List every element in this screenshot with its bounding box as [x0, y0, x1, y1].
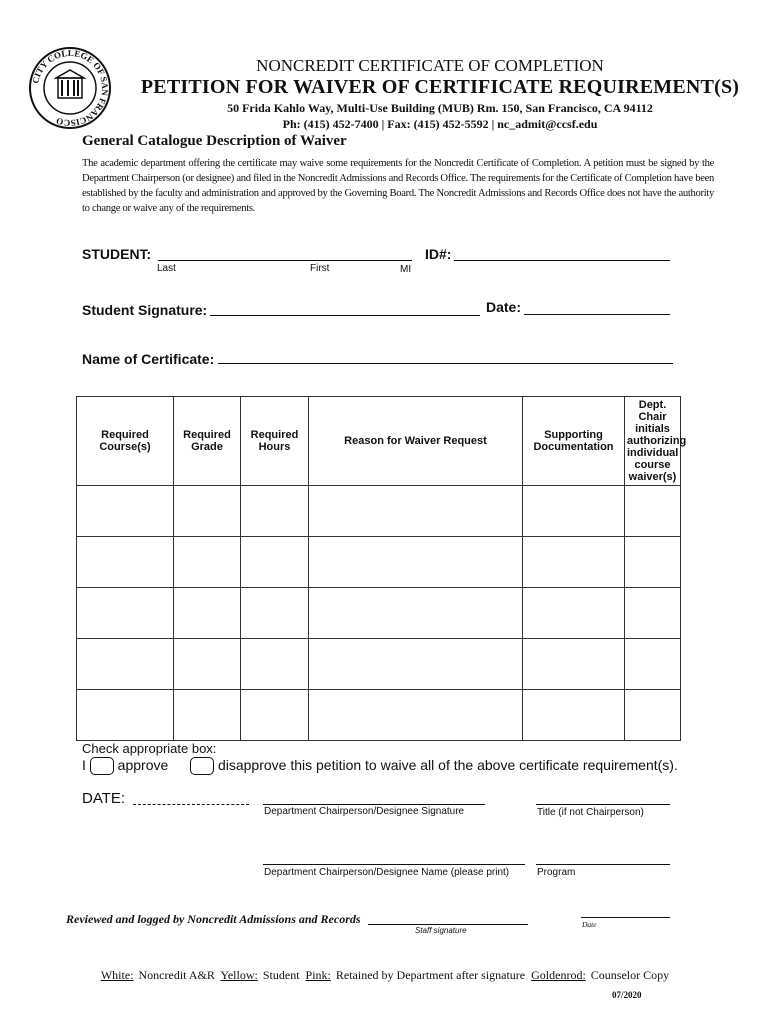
table-cell[interactable] — [77, 537, 174, 588]
approve-checkbox[interactable] — [90, 757, 114, 775]
table-cell[interactable] — [309, 588, 523, 639]
white-copy-text: Noncredit A&R — [138, 968, 215, 982]
col-header-reason: Reason for Waiver Request — [309, 397, 523, 486]
office-address: 50 Frida Kahlo Way, Multi-Use Building (MUB) Rm. 150, San Francisco, CA 94112 — [227, 101, 653, 115]
staff-signature-field[interactable] — [368, 924, 528, 925]
table-cell[interactable] — [174, 486, 241, 537]
student-signature-field[interactable] — [210, 315, 480, 316]
table-cell[interactable] — [625, 486, 681, 537]
disapprove-label: disapprove this petition to waive all of the above certificate requirement(s). — [217, 757, 678, 773]
chair-name-label: Department Chairperson/Designee Name (please print) — [264, 867, 510, 878]
table-cell[interactable] — [241, 588, 309, 639]
staff-signature-label: Staff signature — [415, 926, 467, 935]
title-label: Title (if not Chairperson) — [537, 807, 644, 818]
student-id-field[interactable] — [454, 260, 670, 261]
table-cell[interactable] — [77, 639, 174, 690]
review-date-field[interactable] — [581, 917, 670, 918]
table-cell[interactable] — [174, 639, 241, 690]
table-cell[interactable] — [77, 690, 174, 741]
table-cell[interactable] — [625, 537, 681, 588]
approval-date-label: DATE: — [82, 790, 126, 807]
table-cell[interactable] — [174, 588, 241, 639]
last-name-sublabel: Last — [157, 263, 176, 274]
pink-copy-text: Retained by Department after signature — [335, 968, 526, 982]
table-cell[interactable] — [523, 639, 625, 690]
table-cell[interactable] — [309, 690, 523, 741]
form-subtitle: NONCREDIT CERTIFICATE OF COMPLETION — [256, 56, 604, 75]
table-cell[interactable] — [309, 639, 523, 690]
program-label: Program — [537, 867, 576, 878]
table-row — [77, 486, 681, 537]
table-header-row — [77, 397, 681, 486]
student-label: STUDENT: — [82, 246, 152, 262]
table-cell[interactable] — [241, 537, 309, 588]
approval-date-field[interactable] — [133, 804, 249, 805]
disapprove-checkbox[interactable] — [190, 757, 214, 775]
yellow-copy-label: Yellow: — [220, 968, 258, 982]
table-row — [77, 639, 681, 690]
id-label: ID#: — [425, 246, 452, 262]
form-title: PETITION FOR WAIVER OF CERTIFICATE REQUIREMENT(S) — [140, 76, 740, 98]
chair-signature-field[interactable] — [263, 804, 485, 805]
col-header-chair-initials: Dept. Chair initials authorizing individual course waiver(s) — [625, 397, 681, 486]
table-cell[interactable] — [174, 690, 241, 741]
requirements-table — [76, 396, 687, 741]
table-cell[interactable] — [77, 588, 174, 639]
reviewed-text: Reviewed and logged by Noncredit Admissions and Records — [66, 912, 361, 926]
approve-label: approve — [117, 757, 169, 773]
table-cell[interactable] — [523, 486, 625, 537]
approval-line — [82, 757, 678, 775]
white-copy-label: White: — [100, 968, 134, 982]
check-instruction: Check appropriate box: — [82, 741, 217, 756]
student-date-field[interactable] — [524, 314, 670, 315]
mi-sublabel: MI — [400, 264, 412, 275]
certificate-name-field[interactable] — [218, 363, 673, 364]
col-header-documentation: Supporting Documentation — [523, 397, 625, 486]
table-cell[interactable] — [309, 537, 523, 588]
chair-name-field[interactable] — [263, 864, 525, 865]
table-cell[interactable] — [241, 639, 309, 690]
col-header-course: Required Course(s) — [77, 397, 174, 486]
table-cell[interactable] — [241, 486, 309, 537]
description-heading: General Catalogue Description of Waiver — [82, 133, 347, 149]
table-cell[interactable] — [625, 588, 681, 639]
date-label: Date: — [486, 299, 522, 315]
col-header-grade: Required Grade — [174, 397, 241, 486]
review-date-label: Date — [582, 920, 597, 929]
chair-signature-label: Department Chairperson/Designee Signature — [264, 806, 465, 817]
pink-copy-label: Pink: — [305, 968, 331, 982]
table-cell[interactable] — [523, 537, 625, 588]
revision-date: 07/2020 — [612, 990, 642, 1000]
table-cell[interactable] — [625, 639, 681, 690]
program-field[interactable] — [536, 864, 670, 865]
goldenrod-copy-label: Goldenrod: — [531, 968, 586, 982]
student-signature-label: Student Signature: — [82, 302, 208, 318]
pronoun-i: I — [82, 757, 86, 773]
col-header-hours: Required Hours — [241, 397, 309, 486]
title-field[interactable] — [536, 804, 670, 805]
table-cell[interactable] — [625, 690, 681, 741]
table-row — [77, 690, 681, 741]
goldenrod-copy-text: Counselor Copy — [590, 968, 670, 982]
table-cell[interactable] — [523, 690, 625, 741]
student-name-field[interactable] — [158, 260, 412, 261]
first-name-sublabel: First — [310, 263, 330, 274]
table-cell[interactable] — [77, 486, 174, 537]
table-cell[interactable] — [174, 537, 241, 588]
yellow-copy-text: Student — [262, 968, 300, 982]
office-contact: Ph: (415) 452-7400 | Fax: (415) 452-5592 | nc_admit@ccsf.edu — [282, 117, 598, 131]
table-cell[interactable] — [523, 588, 625, 639]
svg-text:CITY COLLEGE OF SAN FRANCISCO: CITY COLLEGE OF SAN FRANCISCO — [30, 47, 111, 129]
table-cell[interactable] — [241, 690, 309, 741]
table-row — [77, 537, 681, 588]
description-body: The academic department offering the certificate may waive some requirements for the Noncredit Certificate of Completion. A petition must be signed by the Department Chairperson (or designee) and filed in the Noncredit Admissions and Records Office. The requirements for the Certificate of Completion have been established by the faculty and administration and approved by the Governing Board. The Noncredit Admissions and Records Office does not have the authority to change or waive any of the requirements. — [82, 158, 714, 214]
table-row — [77, 588, 681, 639]
table-cell[interactable] — [309, 486, 523, 537]
certificate-label: Name of Certificate: — [82, 351, 215, 367]
copy-distribution — [0, 968, 770, 983]
